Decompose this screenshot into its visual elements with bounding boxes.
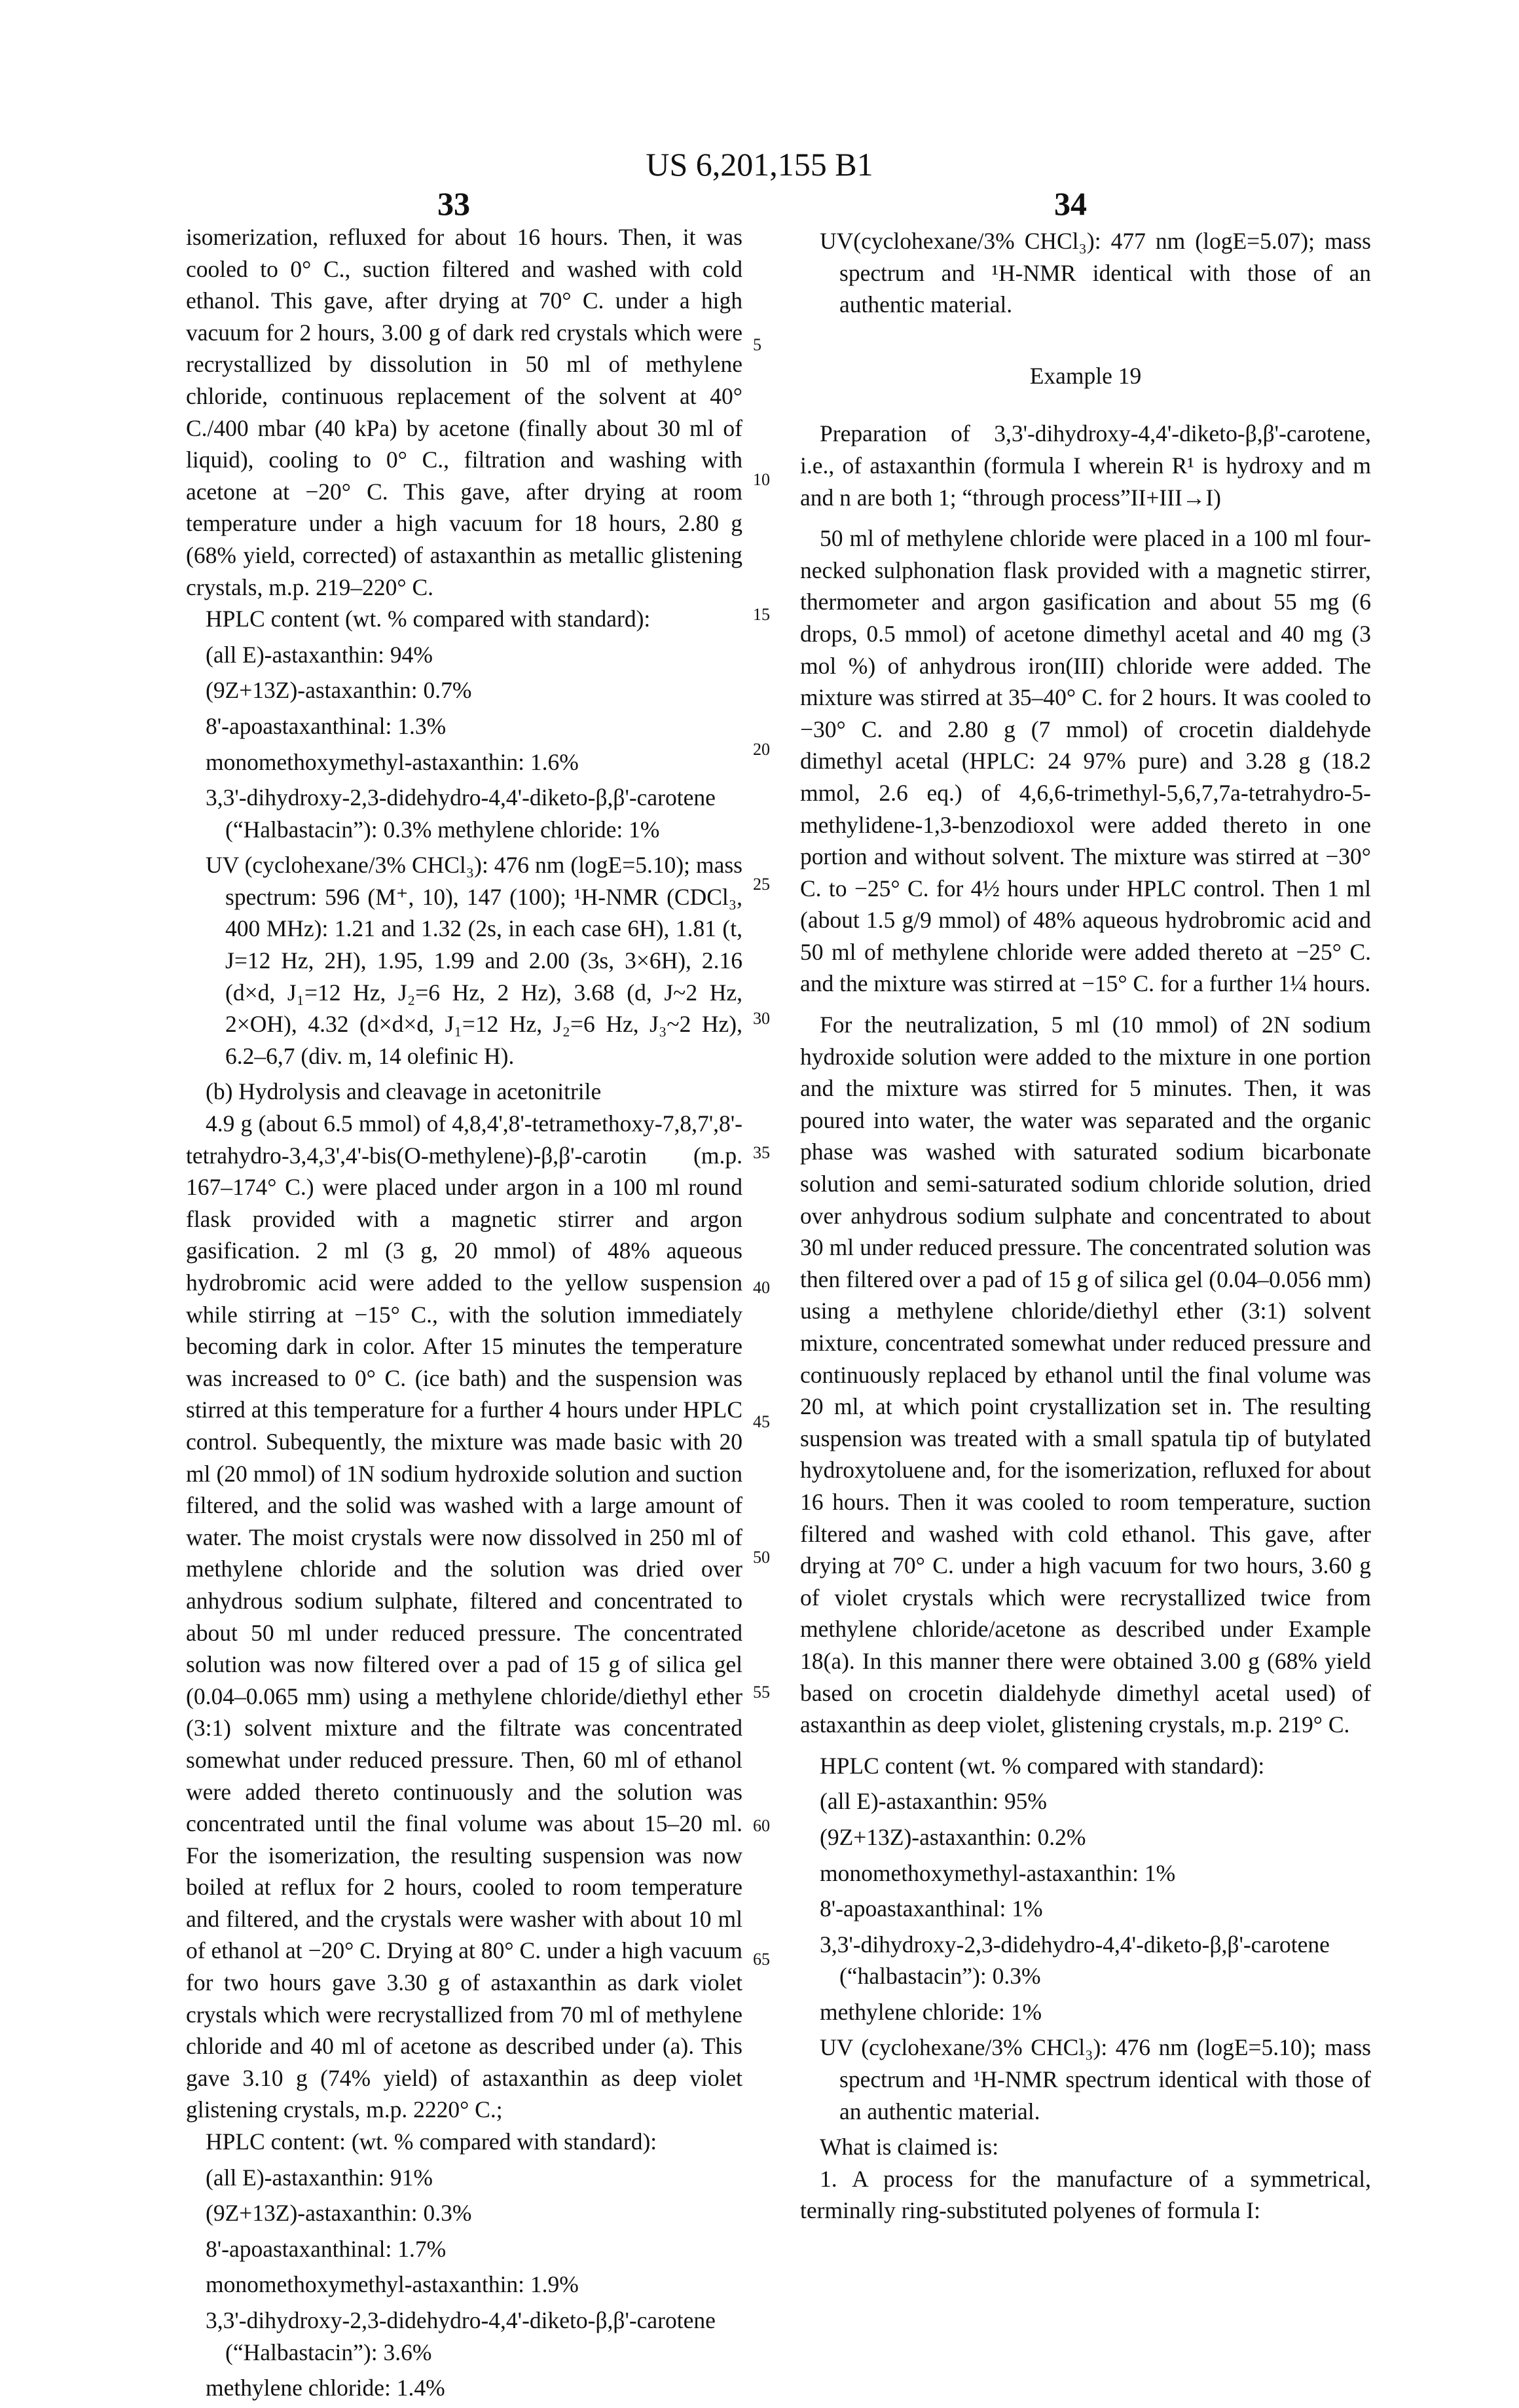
right-column [800, 221, 1371, 2227]
line-number: 10 [753, 470, 770, 490]
hplc-item: (9Z+13Z)-astaxanthin: 0.7% [186, 674, 742, 706]
spectral-data: UV (cyclohexane/3% CHCl₃): 476 nm (logE=5.10); mass spectrum: 596 (M⁺, 10), 147 (100); ¹H-NMR (CDCl₃, 400 MHz): 1.21 and 1.32 (2s, in each case 6H), 1.81 (t, J=12 Hz, 2H), 1.95, 1.99 and 2.00 (3s, 3×6H), 2.16 (d×d, J₁=12 Hz, J₂=6 Hz, 2 Hz), 3.68 (d, J~2 Hz, 2×OH), 4.32 (d×d×d, J₁=12 Hz, J₂=6 Hz, J₃~2 Hz), 6.2–6,7 (div. m, 14 olefinic H). [186, 849, 742, 1072]
hplc-item: methylene chloride: 1% [800, 1996, 1371, 2028]
line-number: 20 [753, 740, 770, 759]
line-number: 55 [753, 1683, 770, 1702]
hplc-item: 3,3'-dihydroxy-2,3-didehydro-4,4'-diketo-β,β'-carotene (“halbastacin”): 0.3% [800, 1929, 1371, 1992]
hplc-item: (all E)-astaxanthin: 94% [186, 639, 742, 671]
hplc-item: methylene chloride: 1.4% [186, 2372, 742, 2404]
page-number-left: 33 [437, 185, 470, 223]
page-number-right: 34 [1054, 185, 1087, 223]
left-column [186, 221, 742, 2408]
hplc-item: monomethoxymethyl-astaxanthin: 1.6% [186, 746, 742, 778]
hplc-item: (9Z+13Z)-astaxanthin: 0.2% [800, 1821, 1371, 1853]
hplc-title: HPLC content: (wt. % compared with standard): [186, 2126, 742, 2158]
line-number: 30 [753, 1009, 770, 1029]
hplc-item: (9Z+13Z)-astaxanthin: 0.3% [186, 2197, 742, 2229]
paragraph: For the neutralization, 5 ml (10 mmol) of 2N sodium hydroxide solution were added to the mixture in one portion and the mixture was stirred for 5 minutes. Then, it was poured into water, the water was separated and the organic phase was washed with saturated sodium bicarbonate solution and semi-saturated sodium chloride solution, dried over anhydrous sodium sulphate and concentrated to about 30 ml under reduced pressure. The concentrated solution was then filtered over a pad of 15 g of silica gel (0.04–0.056 mm) using a methylene chloride/diethyl ether (3:1) solvent mixture, concentrated somewhat under reduced pressure and continuously replaced by ethanol until the final volume was 20 ml, at which point crystallization set in. The resulting suspension was treated with a small spatula tip of butylated hydroxytoluene and, for the isomerization, refluxed for about 16 hours. Then it was cooled to room temperature, suction filtered and washed with cold ethanol. This gave, after drying at 70° C. under a high vacuum for two hours, 3.60 g of violet crystals which were recrystallized twice from methylene chloride/acetone as described under Example 18(a). In this manner there were obtained 3.00 g (68% yield based on crocetin dialdehyde dimethyl acetal used) of astaxanthin as deep violet, glistening crystals, m.p. 219° C. [800, 1009, 1371, 1741]
line-number: 15 [753, 605, 770, 625]
line-number: 50 [753, 1548, 770, 1567]
paragraph: Preparation of 3,3'-dihydroxy-4,4'-diketo-β,β'-carotene, i.e., of astaxanthin (formula I wherein R¹ is hydroxy and m and n are both 1; “through process”II+III→I) [800, 418, 1371, 513]
line-number: 60 [753, 1816, 770, 1836]
hplc-item: 8'-apoastaxanthinal: 1.7% [186, 2233, 742, 2265]
hplc-item: monomethoxymethyl-astaxanthin: 1% [800, 1857, 1371, 1889]
hplc-item: monomethoxymethyl-astaxanthin: 1.9% [186, 2269, 742, 2301]
hplc-item: 8'-apoastaxanthinal: 1.3% [186, 710, 742, 742]
example-heading: Example 19 [800, 360, 1371, 392]
paragraph: isomerization, refluxed for about 16 hours. Then, it was cooled to 0° C., suction filtered and washed with cold ethanol. This gave, after drying at 70° C. under a high vacuum for 2 hours, 3.00 g of dark red crystals which were recrystallized by dissolution in 50 ml of methylene chloride, continuous replacement of the solvent at 40° C./400 mbar (40 kPa) by acetone (finally about 30 ml of liquid), cooling to 0° C., filtration and washing with acetone at −20° C. This gave, after drying at room temperature under a high vacuum for 18 hours, 2.80 g (68% yield, corrected) of astaxanthin as metallic glistening crystals, m.p. 219–220° C. [186, 221, 742, 603]
hplc-item: (all E)-astaxanthin: 95% [800, 1785, 1371, 1817]
claims-intro: What is claimed is: [800, 2131, 1371, 2163]
paragraph: 50 ml of methylene chloride were placed in a 100 ml four-necked sulphonation flask provided with a magnetic stirrer, thermometer and argon gasification and about 55 mg (6 drops, 0.5 mmol) of acetone dimethyl acetal and 40 mg (3 mol %) of anhydrous iron(III) chloride were added. The mixture was stirred at 35–40° C. for 2 hours. It was cooled to −30° C. and 2.80 g (7 mmol) of crocetin dialdehyde dimethyl acetal (HPLC: 24 97% pure) and 3.28 g (18.2 mmol, 2.6 eq.) of 4,6,6-trimethyl-5,6,7,7a-tetrahydro-5-methylidene-1,3-benzodioxol were added thereto in one portion and without solvent. The mixture was stirred at −30° C. to −25° C. for 4½ hours under HPLC control. Then 1 ml (about 1.5 g/9 mmol) of 48% aqueous hydrobromic acid and 50 ml of methylene chloride were added thereto at −25° C. and the mixture was stirred at −15° C. for a further 1¼ hours. [800, 522, 1371, 1000]
hplc-title: HPLC content (wt. % compared with standard): [800, 1750, 1371, 1782]
line-number: 40 [753, 1278, 770, 1298]
hplc-item: 3,3'-dihydroxy-2,3-didehydro-4,4'-diketo-β,β'-carotene (“Halbastacin”): 3.6% [186, 2305, 742, 2368]
hplc-item: (all E)-astaxanthin: 91% [186, 2162, 742, 2194]
spectral-data: UV (cyclohexane/3% CHCl₃): 476 nm (logE=5.10); mass spectrum and ¹H-NMR spectrum identical with those of an authentic material. [800, 2032, 1371, 2127]
line-number: 45 [753, 1412, 770, 1432]
patent-number: US 6,201,155 B1 [0, 145, 1519, 183]
hplc-item: 3,3'-dihydroxy-2,3-didehydro-4,4'-diketo-β,β'-carotene (“Halbastacin”): 0.3% methylene chloride: 1% [186, 782, 742, 845]
hplc-title: HPLC content (wt. % compared with standard): [186, 603, 742, 635]
line-number: 25 [753, 875, 770, 894]
claim-1: 1. A process for the manufacture of a symmetrical, terminally ring-substituted polyenes of formula I: [800, 2163, 1371, 2227]
line-number: 35 [753, 1143, 770, 1163]
paragraph: 4.9 g (about 6.5 mmol) of 4,8,4',8'-tetramethoxy-7,8,7',8'-tetrahydro-3,4,3',4'-bis(O-methylene)-β,β'-carotin (m.p. 167–174° C.) were placed under argon in a 100 ml round flask provided with a magnetic stirrer and argon gasification. 2 ml (3 g, 20 mmol) of 48% aqueous hydrobromic acid were added to the yellow suspension while stirring at −15° C., with the solution immediately becoming dark in color. After 15 minutes the temperature was increased to 0° C. (ice bath) and the suspension was stirred at this temperature for a further 4 hours under HPLC control. Subequently, the mixture was made basic with 20 ml (20 mmol) of 1N sodium hydroxide solution and suction filtered, and the solid was washed with a large amount of water. The moist crystals were now dissolved in 250 ml of methylene chloride and the solution was dried over anhydrous sodium sulphate, filtered and concentrated to about 50 ml under reduced pressure. The concentrated solution was now filtered over a pad of 15 g of silica gel (0.04–0.065 mm) using a methylene chloride/diethyl ether (3:1) solvent mixture and the filtrate was concentrated somewhat under reduced pressure. Then, 60 ml of ethanol were added thereto continuously and the solution was concentrated until the final volume was about 15–20 ml. For the isomerization, the resulting suspension was now boiled at reflux for 2 hours, cooled to room temperature and filtered, and the crystals were washer with about 10 ml of ethanol at −20° C. Drying at 80° C. under a high vacuum for two hours gave 3.30 g of astaxanthin as dark violet crystals which were recrystallized from 70 ml of methylene chloride and 40 ml of acetone as described under (a). This gave 3.10 g (74% yield) of astaxanthin as deep violet glistening crystals, m.p. 2220° C.; [186, 1108, 742, 2126]
subheading: (b) Hydrolysis and cleavage in acetonitrile [186, 1076, 742, 1108]
line-number: 65 [753, 1950, 770, 1969]
hplc-item: 8'-apoastaxanthinal: 1% [800, 1893, 1371, 1925]
spectral-data: UV(cyclohexane/3% CHCl₃): 477 nm (logE=5.07); mass spectrum and ¹H-NMR identical with those of an authentic material. [800, 225, 1371, 321]
line-number: 5 [753, 335, 761, 355]
